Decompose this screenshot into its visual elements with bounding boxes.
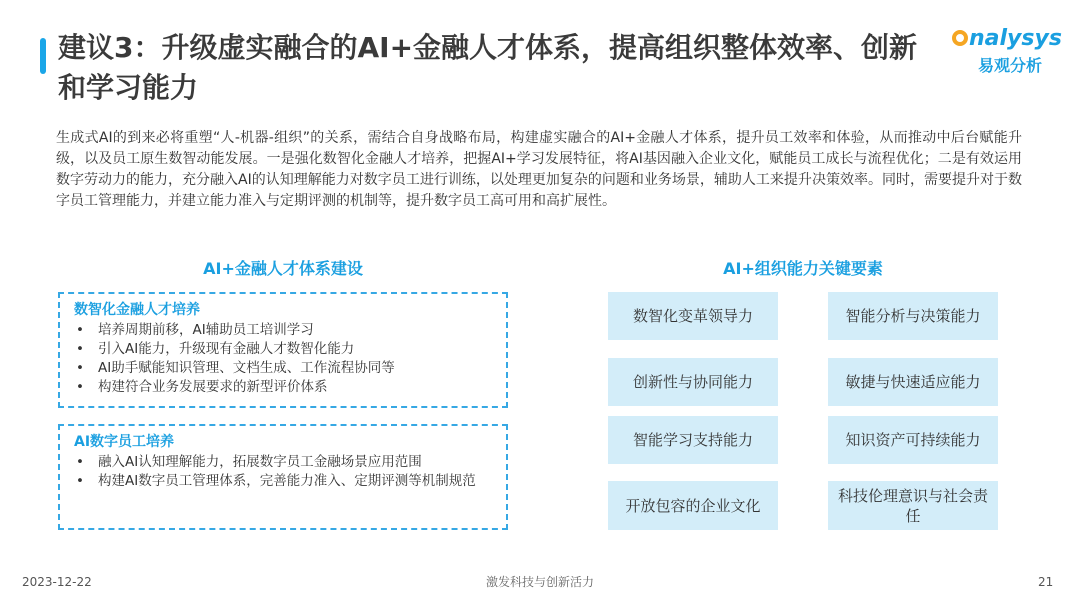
capability-card: 智能学习支持能力: [608, 416, 778, 464]
logo-ring-icon: [952, 30, 968, 46]
page-number: 21: [1038, 575, 1054, 589]
bullet-list: [74, 453, 492, 491]
bullet-list: [74, 321, 492, 397]
capability-card: 开放包容的企业文化: [608, 481, 778, 530]
left-section-heading: AI+金融人才体系建设: [203, 259, 363, 278]
logo-wordmark: [952, 26, 1064, 51]
digital-employee-box: [58, 424, 508, 530]
capability-card: 知识资产可持续能力: [828, 416, 998, 464]
box-title: AI数字员工培养: [74, 434, 175, 450]
box-title: 数智化金融人才培养: [74, 302, 200, 318]
capability-card: 科技伦理意识与社会责任: [828, 481, 998, 530]
footer-date: 2023-12-22: [22, 575, 92, 589]
footer-slogan: 激发科技与创新活力: [485, 575, 594, 589]
capability-grid: [608, 292, 998, 530]
capability-card: 敏捷与快速适应能力: [828, 358, 998, 406]
list-item: • 培养周期前移，AI辅助员工培训学习: [74, 321, 492, 340]
page-title: 建议3：升级虚实融合的AI+金融人才体系，提高组织整体效率、创新和学习能力: [58, 31, 918, 104]
brand-logo: [952, 26, 1064, 82]
intro-paragraph: 生成式AI的到来必将重塑“人-机器-组织”的关系，需结合自身战略布局，构建虚实融合的AI+金融人才体系，提升员工效率和体验，从而推动中后台赋能升级，以及员工原生数智动能发展。一是强化数智化金融人才培养，把握AI+学习发展特征，将AI基因融入企业文化，赋能员工成长与流程优化；二是有效运用数字劳动力的能力，充分融入AI的认知理解能力对数字员工进行训练，以处理更加复杂的问题和业务场景，辅助人工来提升决策效率。同时，需要提升对于数字员工管理能力，并建立能力准入与定期评测的机制等，提升数字员工高可用和高扩展性。: [56, 130, 1022, 209]
title-accent-bar: [40, 38, 46, 74]
list-item: • 构建AI数字员工管理体系，完善能力准入、定期评测等机制规范: [74, 472, 492, 491]
right-section-heading: AI+组织能力关键要素: [723, 259, 883, 278]
list-item: • 融入AI认知理解能力，拓展数字员工金融场景应用范围: [74, 453, 492, 472]
list-item: • 引入AI能力，升级现有金融人才数智化能力: [74, 340, 492, 359]
logo-brand-cn: 易观分析: [978, 56, 1043, 75]
list-item: • 构建符合业务发展要求的新型评价体系: [74, 378, 492, 397]
talent-training-box: [58, 292, 508, 408]
logo-brand-en: nalysys: [969, 26, 1062, 51]
list-item: • AI助手赋能知识管理、文档生成、工作流程协同等: [74, 359, 492, 378]
capability-card: 创新性与协同能力: [608, 358, 778, 406]
capability-card: 数智化变革领导力: [608, 292, 778, 340]
capability-card: 智能分析与决策能力: [828, 292, 998, 340]
